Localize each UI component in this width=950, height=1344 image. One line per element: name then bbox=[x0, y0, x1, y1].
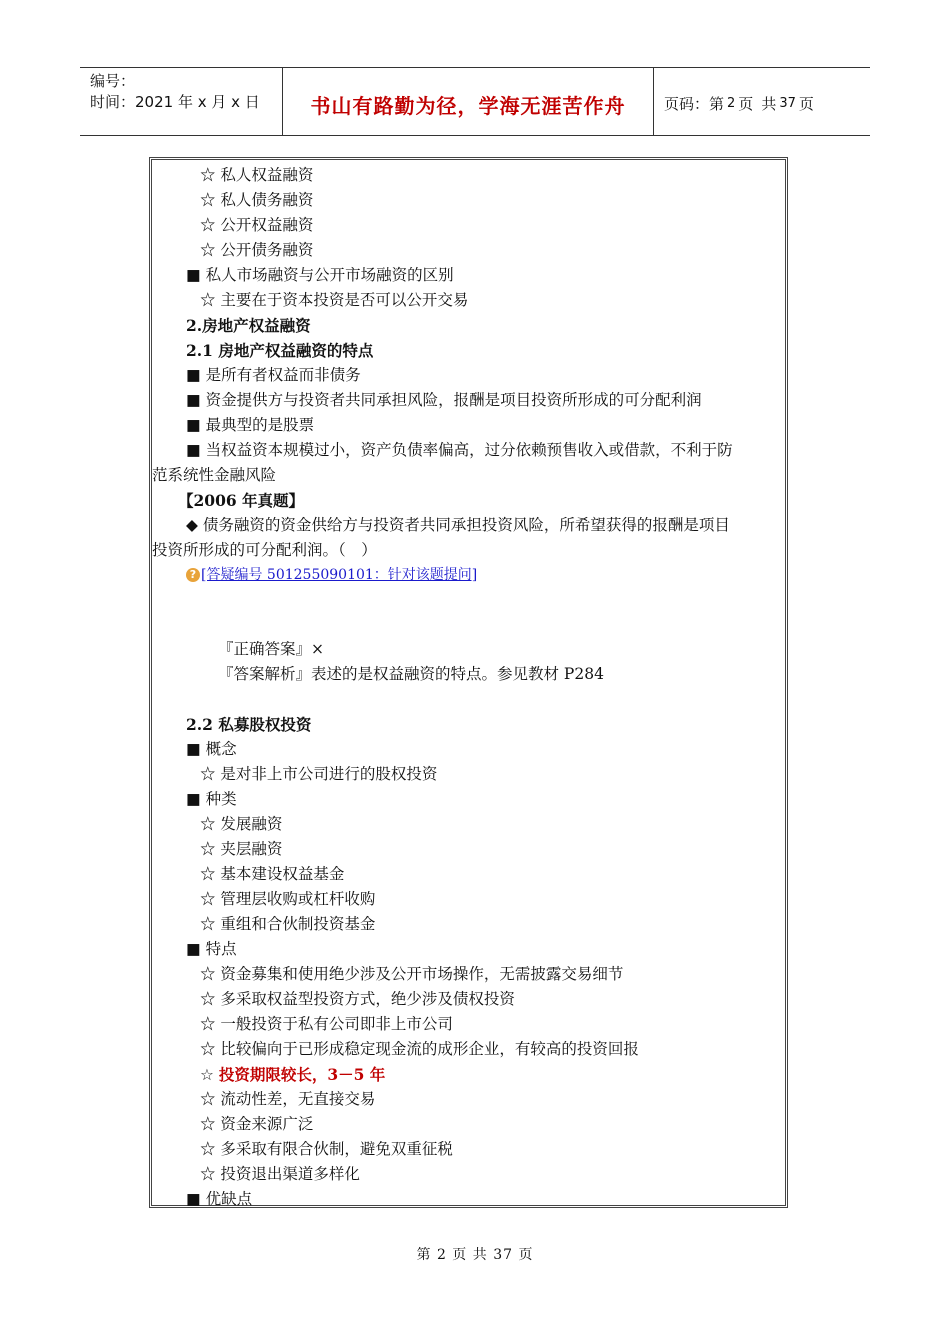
subsection-heading: 2.2 私募股权投资 bbox=[186, 715, 312, 734]
question-help-icon: ? bbox=[186, 568, 200, 582]
list-item: ☆ 夹层融资 bbox=[200, 840, 283, 858]
total-unit: 页 bbox=[798, 95, 814, 113]
list-item: ■ 种类 bbox=[186, 790, 237, 808]
list-item: ☆ 重组和合伙制投资基金 bbox=[200, 915, 376, 933]
list-item: ☆ 资金募集和使用绝少涉及公开市场操作，无需披露交易细节 bbox=[200, 965, 624, 983]
page-unit: 页 bbox=[738, 95, 754, 113]
answer-analysis: 『答案解析』表述的是权益融资的特点。参见教材 P284 bbox=[218, 665, 604, 683]
list-item: ☆ 私人债务融资 bbox=[200, 191, 314, 209]
page-header bbox=[80, 67, 870, 136]
header-motto-cell bbox=[282, 68, 654, 135]
content-body bbox=[152, 163, 785, 1212]
list-item: ☆ 投资退出渠道多样化 bbox=[200, 1165, 360, 1183]
star-bullet: ☆ bbox=[200, 1066, 219, 1084]
page-footer: 第 2 页 共 37 页 bbox=[416, 1247, 534, 1263]
list-item: ☆ 流动性差，无直接交易 bbox=[200, 1090, 376, 1108]
list-item: ☆ 比较偏向于已形成稳定现金流的成形企业，有较高的投资回报 bbox=[200, 1040, 639, 1058]
correct-answer: 『正确答案』× bbox=[218, 640, 324, 658]
list-item: ☆ 多采取权益型投资方式，绝少涉及债权投资 bbox=[200, 990, 515, 1008]
list-item: ☆ 公开权益融资 bbox=[200, 216, 314, 234]
highlight-text: 投资期限较长，3－5 年 bbox=[218, 1065, 386, 1084]
list-item: ☆ 多采取有限合伙制，避免双重征税 bbox=[200, 1140, 453, 1158]
total-label: 共 bbox=[761, 95, 777, 113]
section-heading: 2.房地产权益融资 bbox=[186, 316, 311, 335]
question-text: ◆ 债务融资的资金供给方与投资者共同承担投资风险，所希望获得的报酬是项目 bbox=[186, 516, 730, 534]
list-item: ■ 优缺点 bbox=[186, 1190, 253, 1208]
total-number: 37 bbox=[779, 96, 796, 111]
list-item-continued: 范系统性金融风险 bbox=[152, 466, 277, 484]
exam-heading: 【2006 年真题】 bbox=[178, 491, 305, 510]
list-item: ■ 当权益资本规模过小，资产负债率偏高，过分依赖预售收入或借款，不利于防 bbox=[186, 441, 733, 459]
motto: 书山有路勤为径，学海无涯苦作舟 bbox=[310, 94, 626, 118]
question-link-row bbox=[152, 563, 785, 585]
content-box bbox=[149, 157, 788, 1208]
list-item: ☆ 公开债务融资 bbox=[200, 241, 314, 259]
list-item: ☆ 资金来源广泛 bbox=[200, 1115, 314, 1133]
list-item: ■ 特点 bbox=[186, 940, 237, 958]
list-item: ☆ 是对非上市公司进行的股权投资 bbox=[200, 765, 438, 783]
list-item: ■ 资金提供方与投资者共同承担风险，报酬是项目投资所形成的可分配利润 bbox=[186, 391, 702, 409]
page-label: 页码：第 bbox=[664, 95, 725, 113]
number-label: 编号： bbox=[90, 72, 136, 90]
question-text-continued: 投资所形成的可分配利润。（ ） bbox=[152, 541, 377, 559]
list-item-highlight bbox=[152, 1062, 785, 1087]
list-item: ☆ 发展融资 bbox=[200, 815, 283, 833]
ask-question-link[interactable]: [答疑编号 501255090101：针对该题提问] bbox=[201, 567, 478, 583]
list-item: ☆ 私人权益融资 bbox=[200, 166, 314, 184]
list-item: ☆ 主要在于资本投资是否可以公开交易 bbox=[200, 291, 469, 309]
list-item: ■ 概念 bbox=[186, 740, 237, 758]
spacer bbox=[152, 585, 785, 637]
list-item: ☆ 管理层收购或杠杆收购 bbox=[200, 890, 376, 908]
list-item: ☆ 基本建设权益基金 bbox=[200, 865, 345, 883]
time-label: 时间：2021 年 x 月 x 日 bbox=[90, 93, 260, 111]
subsection-heading: 2.1 房地产权益融资的特点 bbox=[186, 341, 374, 360]
page-number: 2 bbox=[727, 96, 736, 111]
list-item: ■ 私人市场融资与公开市场融资的区别 bbox=[186, 266, 454, 284]
header-meta bbox=[80, 68, 282, 135]
header-page-info bbox=[654, 68, 870, 135]
spacer bbox=[152, 687, 785, 712]
list-item: ■ 是所有者权益而非债务 bbox=[186, 366, 361, 384]
list-item: ■ 最典型的是股票 bbox=[186, 416, 315, 434]
list-item: ☆ 一般投资于私有公司即非上市公司 bbox=[200, 1015, 453, 1033]
